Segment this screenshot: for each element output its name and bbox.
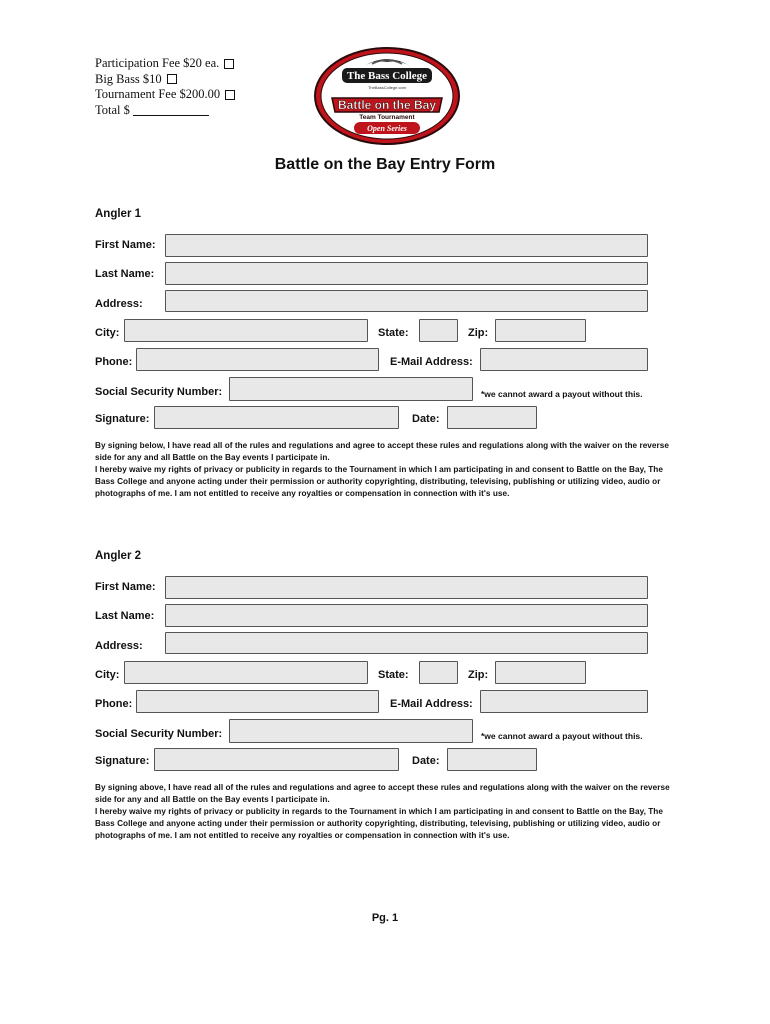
tournament-fee-checkbox[interactable] — [225, 90, 235, 100]
page-number: Pg. 1 — [371, 912, 399, 924]
angler1-signature-label: Signature: — [95, 413, 150, 425]
angler1-address-label: Address: — [95, 298, 143, 310]
angler2-signature-label: Signature: — [95, 755, 150, 767]
logo-name: The Bass College — [346, 70, 428, 82]
angler1-first-name-label: First Name: — [95, 239, 156, 251]
logo-tagline: TheBassCollege.com — [367, 85, 407, 90]
angler1-legal-waiver: I hereby waive my rights of privacy or publicity in regards to the Tournament in which I am participating in and consent to Battle on the Bay, The Bass College and anyone acting under their permission or authority copyrighting, distributing, televising, publishing or utilizing video, audio or photographs of me. I am not entitled to receive any royalties or compensation in connection with it's use. — [95, 465, 663, 498]
angler1-last-name-input[interactable] — [165, 262, 648, 285]
angler1-phone-input[interactable] — [136, 348, 379, 371]
angler2-zip-label: Zip: — [468, 669, 489, 681]
angler2-legal-waiver: I hereby waive my rights of privacy or publicity in regards to the Tournament in which I am participating in and consent to Battle on the Bay, The Bass College and anyone acting under their permission or authority copyrighting, distributing, televising, publishing or utilizing video, audio or photographs of me. I am not entitled to receive any royalties or compensation in connection with it's use. — [95, 807, 663, 840]
total-field[interactable] — [133, 104, 209, 116]
angler1-phone-label: Phone: — [95, 356, 133, 368]
angler1-zip-label: Zip: — [468, 327, 489, 339]
form-title: Battle on the Bay Entry Form — [274, 156, 496, 173]
angler2-ssn-note: *we cannot award a payout without this. — [481, 731, 643, 741]
bass-college-logo — [312, 46, 462, 146]
angler2-email-label: E-Mail Address: — [390, 698, 473, 710]
angler2-ssn-input[interactable] — [229, 719, 473, 743]
angler2-email-input[interactable] — [480, 690, 648, 713]
angler1-zip-input[interactable] — [495, 319, 586, 342]
big-bass-checkbox[interactable] — [167, 74, 177, 84]
angler2-phone-input[interactable] — [136, 690, 379, 713]
angler2-address-label: Address: — [95, 640, 143, 652]
participation-fee-checkbox[interactable] — [224, 59, 234, 69]
angler2-state-label: State: — [378, 669, 409, 681]
angler1-first-name-input[interactable] — [165, 234, 648, 257]
tournament-fee-label: Tournament Fee $200.00 — [95, 87, 221, 101]
participation-fee-label: Participation Fee $20 ea. — [95, 56, 220, 70]
angler1-email-label: E-Mail Address: — [390, 356, 473, 368]
angler1-legal-text — [95, 440, 675, 500]
angler2-first-name-label: First Name: — [95, 581, 156, 593]
total-label: Total $ — [95, 102, 130, 117]
angler2-ssn-label: Social Security Number: — [95, 728, 223, 740]
angler2-legal-text — [95, 782, 675, 842]
angler2-zip-input[interactable] — [495, 661, 586, 684]
angler1-email-input[interactable] — [480, 348, 648, 371]
angler2-last-name-label: Last Name: — [95, 610, 155, 622]
angler2-date-label: Date: — [412, 755, 440, 767]
angler2-city-input[interactable] — [124, 661, 368, 684]
logo-series: Open Series — [367, 124, 407, 133]
big-bass-fee-label: Big Bass $10 — [95, 71, 162, 86]
angler2-city-label: City: — [95, 669, 120, 681]
angler1-signature-input[interactable] — [154, 406, 399, 429]
fee-block — [95, 56, 235, 118]
angler2-last-name-input[interactable] — [165, 604, 648, 627]
angler1-legal-agreement: By signing below, I have read all of the rules and regulations and agree to accept these rules and regulations along with the waiver on the reverse side for any and all Battle on the Bay events I participate in. — [95, 441, 669, 462]
angler2-phone-label: Phone: — [95, 698, 133, 710]
angler1-address-input[interactable] — [165, 290, 648, 312]
angler2-first-name-input[interactable] — [165, 576, 648, 599]
angler1-date-label: Date: — [412, 413, 440, 425]
logo-subtitle: Team Tournament — [359, 114, 415, 121]
angler2-date-input[interactable] — [447, 748, 537, 771]
angler2-state-input[interactable] — [419, 661, 458, 684]
angler1-ssn-label: Social Security Number: — [95, 386, 223, 398]
angler1-last-name-label: Last Name: — [95, 268, 155, 280]
angler2-heading: Angler 2 — [95, 550, 142, 562]
angler1-state-label: State: — [378, 327, 409, 339]
angler1-city-input[interactable] — [124, 319, 368, 342]
angler1-ssn-note: *we cannot award a payout without this. — [481, 389, 643, 399]
angler2-signature-input[interactable] — [154, 748, 399, 771]
angler1-ssn-input[interactable] — [229, 377, 473, 401]
angler2-legal-agreement: By signing above, I have read all of the rules and regulations and agree to accept these rules and regulations along with the waiver on the reverse side for any and all Battle on the Bay events I participate in. — [95, 783, 670, 804]
logo-event: Battle on the Bay — [337, 98, 437, 112]
angler2-address-input[interactable] — [165, 632, 648, 654]
angler1-date-input[interactable] — [447, 406, 537, 429]
angler1-state-input[interactable] — [419, 319, 458, 342]
angler1-city-label: City: — [95, 327, 120, 339]
angler1-heading: Angler 1 — [95, 208, 142, 220]
